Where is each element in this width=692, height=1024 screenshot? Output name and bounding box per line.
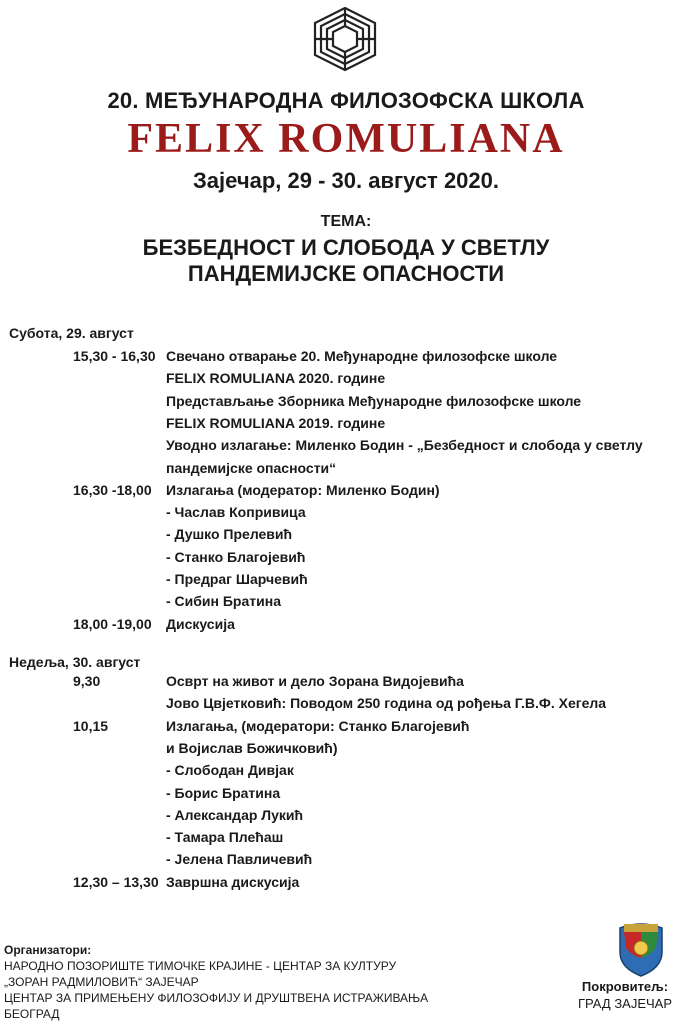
schedule-item: - Борис Братина [166, 785, 281, 801]
organizers-label: Организатори: [4, 943, 92, 957]
schedule-time: 12,30 – 13,30 [73, 874, 159, 890]
schedule-item: - Александар Лукић [166, 807, 304, 823]
schedule-item: и Војислав Божичковић) [166, 740, 338, 756]
schedule-time: 15,30 - 16,30 [73, 348, 156, 364]
zajecar-coat-of-arms-icon [614, 918, 668, 978]
day-label-saturday: Субота, 29. август [9, 325, 134, 341]
schedule-item: Излагања (модератор: Миленко Бодин) [166, 482, 440, 498]
schedule-time: 16,30 -18,00 [73, 482, 152, 498]
theme-label: ТЕМА: [320, 213, 372, 230]
schedule-item: Свечано отварање 20. Међународне филозофске школе [166, 348, 558, 364]
schedule-item: Дискусија [166, 616, 235, 632]
schedule-time: 9,30 [73, 673, 101, 689]
school-name: FELIX ROMULIANA [127, 116, 565, 162]
schedule-item: Јово Цвјетковић: Поводом 250 година од рођења Г.В.Ф. Хегела [166, 695, 607, 711]
schedule-item: - Јелена Павличевић [166, 851, 313, 867]
schedule-item: Излагања, (модератори: Станко Благојевић [166, 718, 470, 734]
schedule-time: 18,00 -19,00 [73, 616, 152, 632]
event-date-place: Зајечар, 29 - 30. август 2020. [193, 168, 499, 193]
theme-title [0, 235, 692, 287]
schedule-item: - Предраг Шарчевић [166, 571, 308, 587]
schedule-item: Представљање Зборника Међународне филозофске школе [166, 393, 582, 409]
schedule-item: - Часлав Копривица [166, 504, 306, 520]
school-title: 20. МЕЂУНАРОДНА ФИЛОЗОФСКА ШКОЛА [107, 88, 585, 113]
schedule-item: FELIX ROMULIANA 2019. године [166, 415, 386, 431]
schedule-item: - Станко Благојевић [166, 549, 306, 565]
schedule-item: - Тамара Плећаш [166, 829, 284, 845]
schedule-item: - Сибин Братина [166, 593, 281, 609]
schedule-time: 10,15 [73, 718, 109, 734]
organizer-line: „ЗОРАН РАДМИЛОВИЋ“ ЗАЈЕЧАР [4, 975, 199, 989]
schedule-item: пандемијске опасности“ [166, 460, 337, 476]
schedule-item: FELIX ROMULIANA 2020. године [166, 370, 386, 386]
sponsor-name: ГРАД ЗАЈЕЧАР [577, 996, 673, 1011]
schedule-item: - Слободан Дивјак [166, 762, 294, 778]
organizer-line: БЕОГРАД [4, 1007, 60, 1021]
organizer-line: ЦЕНТАР ЗА ПРИМЕЊЕНУ ФИЛОЗОФИЈУ И ДРУШТВЕНА ИСТРАЖИВАЊА [4, 991, 429, 1005]
organizer-line: НАРОДНО ПОЗОРИШТЕ ТИМОЧКЕ КРАЈИНЕ - ЦЕНТАР ЗА КУЛТУРУ [4, 959, 397, 973]
schedule-item: - Душко Прелевић [166, 526, 293, 542]
schedule-item: Осврт на живот и дело Зорана Видојевића [166, 673, 464, 689]
sponsor-block [570, 978, 680, 1012]
schedule-item: Завршна дискусија [166, 874, 300, 890]
day-label-sunday: Недеља, 30. август [9, 654, 141, 670]
organizers-block [4, 942, 428, 1022]
schedule-item: Уводно излагање: Миленко Бодин - „Безбедност и слобода у светлу [166, 437, 643, 453]
maze-cube-logo-icon [313, 6, 377, 72]
theme-line-1: БЕЗБЕДНОСТ И СЛОБОДА У СВЕТЛУ [142, 235, 550, 260]
sponsor-label: Покровитељ: [581, 979, 669, 994]
theme-line-2: ПАНДЕМИЈСКЕ ОПАСНОСТИ [187, 261, 505, 286]
